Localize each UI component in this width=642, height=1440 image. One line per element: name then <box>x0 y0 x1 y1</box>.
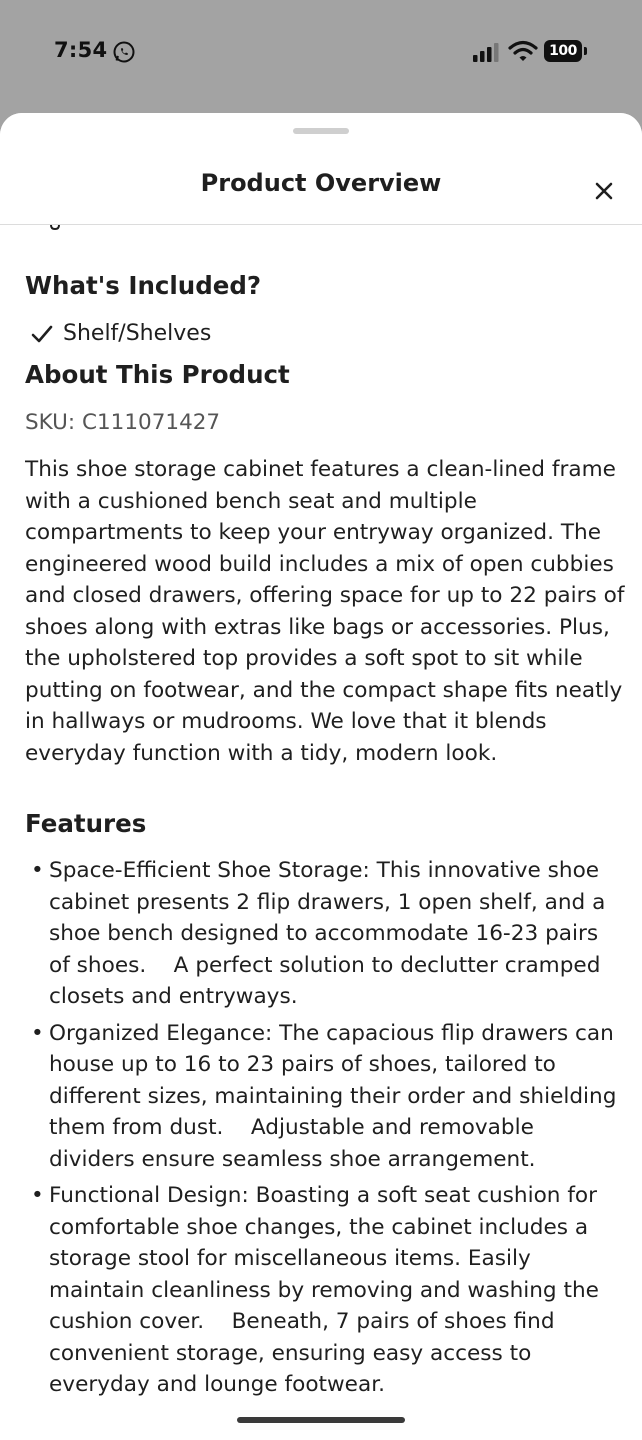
bullet-icon: • <box>31 1183 44 1208</box>
feature-text: Space-Efficient Shoe Storage: This innovative shoe cabinet presents 2 flip drawers, 1 open shelf, and a shoe bench designed to accommodate 16-23 pairs of shoes. A perfect solution to declutter cramped closets and entryways. <box>49 858 606 1009</box>
features-list <box>25 855 625 1406</box>
wifi-icon <box>508 40 538 62</box>
status-bar <box>0 0 642 110</box>
battery-icon <box>544 40 588 62</box>
sku-label: SKU: C111071427 <box>25 410 221 435</box>
about-product-heading: About This Product <box>25 360 290 389</box>
sheet-content[interactable] <box>25 225 625 1440</box>
sheet-header <box>0 113 642 225</box>
bullet-icon: • <box>31 858 44 883</box>
checkmark-icon <box>31 323 53 345</box>
home-indicator[interactable] <box>237 1417 405 1423</box>
product-overview-sheet <box>0 113 642 1440</box>
battery-level: 100 <box>544 40 582 62</box>
included-item <box>31 321 211 346</box>
sheet-grabber-handle[interactable] <box>293 128 349 134</box>
features-heading: Features <box>25 809 147 838</box>
status-time: 7:54 <box>54 38 108 62</box>
battery-tip <box>584 47 587 55</box>
sheet-title: Product Overview <box>200 169 442 197</box>
whatsapp-icon <box>112 40 136 64</box>
feature-item <box>25 855 625 1013</box>
feature-item <box>25 1018 625 1176</box>
bullet-icon: • <box>31 1020 44 1046</box>
included-item-label: Shelf/Shelves <box>63 321 212 346</box>
whats-included-heading: What's Included? <box>25 271 262 300</box>
scrolled-off-text-fragment <box>47 225 317 233</box>
close-button[interactable] <box>586 173 622 209</box>
feature-text: Functional Design: Boasting a soft seat cushion for comfortable shoe changes, the cabinet includes a storage stool for miscellaneous items. Easily maintain cleanliness by removing and washing the cushion cover. Beneath, 7 pairs of shoes find convenient storage, ensuring easy access to everyday and lounge footwear. <box>49 1183 599 1397</box>
product-description: This shoe storage cabinet features a clean-lined frame with a cushioned bench seat and multiple compartments to keep your entryway organized. The engineered wood build includes a mix of open cubbies and closed drawers, offering space for up to 22 pairs of shoes along with extras like bags or accessories. Plus, the upholstered top provides a soft spot to sit while putting on footwear, and the compact shape fits neatly in hallways or mudrooms. We love that it blends everyday function with a tidy, modern look. <box>25 457 625 766</box>
close-icon <box>595 182 613 200</box>
signal-icon <box>473 42 501 62</box>
feature-item <box>25 1180 625 1401</box>
feature-text: Organized Elegance: The capacious flip drawers can house up to 16 to 23 pairs of shoes, tailored to different sizes, maintaining their order and shielding them from dust. Adjustable and removable dividers ensure seamless shoe arrangement. <box>49 1020 617 1172</box>
